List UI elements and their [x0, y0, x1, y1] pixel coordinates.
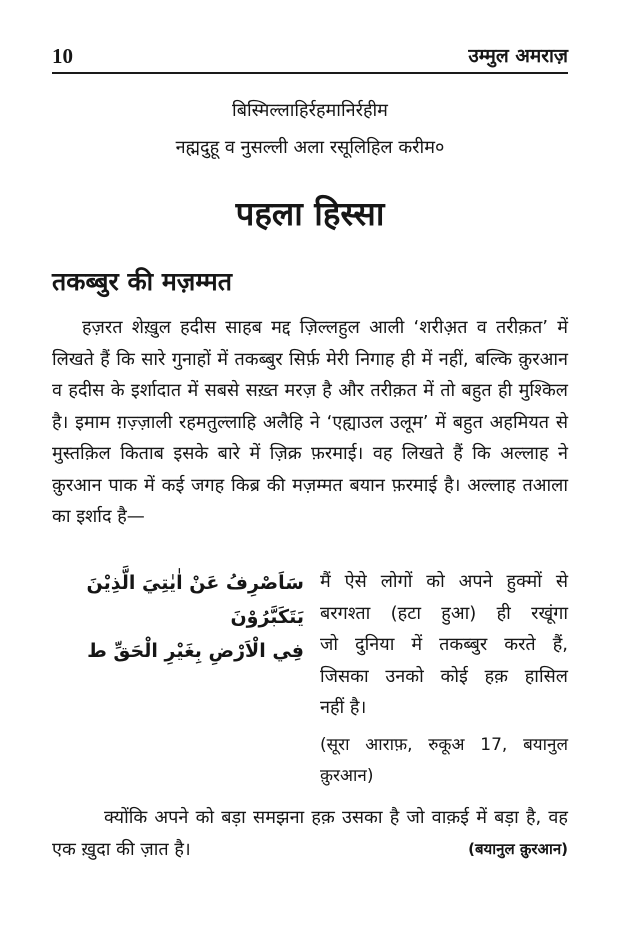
running-header	[52, 42, 568, 74]
translation-line: बरगश्ता (हटा हुआ) ही रखूंगा	[320, 602, 568, 624]
body-paragraph-1: हज़रत शेख़ुल हदीस साहब मद्द ज़िल्लहुल आली ‘शरीअ़त व तरीक़त’ में लिखते हैं कि सारे गुनाहों में तकब्बुर सिर्फ़ मेरी निगाह ही में नहीं, बल्कि क़ुरआन व हदीस के इर्शादात में सबसे सख़्त मरज़ है और तरीक़त में तो बहुत ही मुश्किल है। इमाम ग़ज़्ज़ाली रहमतुल्लाहि अलैहि ने ‘एह्याउल उलूम’ में बहुत अहमियत से मुस्तक़िल किताब इसके बारे में ज़िक्र फ़रमाई। वह लिखते हैं कि अल्लाह ने क़ुरआन पाक में कई जगह किब्र की मज़म्मत बयान फ़रमाई है। अल्लाह तआला का इर्शाद है—	[52, 317, 568, 527]
part-title: पहला हिस्सा	[235, 194, 385, 233]
body-paragraph-2-text: क्योंकि अपने को बड़ा समझना हक़ उसका है जो वाक़ई में बड़ा है, वह एक ख़ुदा की ज़ात है।	[52, 807, 568, 860]
translation-line: जो दुनिया में तकब्बुर करते हैं,	[320, 634, 568, 655]
translation-line: मैं ऐसे लोगों को अपने हुक्मों से	[320, 571, 568, 592]
arabic-verse-line: سَاَصْرِفُ عَنْ اٰيٰتِيَ الَّذِيْنَ يَتَكَبَّرُوْنَ	[86, 572, 304, 628]
body-paragraph-2	[52, 802, 568, 865]
verse-citation: (सूरा आराफ़, रुकूअ 17, बयानुल क़ुरआन)	[320, 734, 568, 786]
arabic-verse	[46, 566, 304, 668]
book-title: उम्मुल अमराज़	[468, 45, 568, 67]
nahmaduhu-line: नह्मदुहू व नुसल्ली अला रसूलिहिल करीम०	[175, 137, 445, 158]
verse-translation	[320, 566, 568, 792]
page-number: 10	[52, 44, 73, 68]
arabic-verse-line: فِي الْاَرْضِ بِغَيْرِ الْحَقِّ ط	[87, 640, 304, 662]
paragraph-reference: (बयानुल क़ुरआन)	[468, 839, 568, 858]
bismillah-line: बिस्मिल्लाहिर्रहमानिर्रहीम	[232, 100, 388, 121]
translation-line: जिसका उनको कोई हक़ हासिल	[320, 665, 568, 687]
translation-line: नहीं है।	[320, 697, 367, 718]
section-heading: तकब्बुर की मज़म्मत	[52, 267, 233, 296]
book-page	[52, 0, 568, 936]
